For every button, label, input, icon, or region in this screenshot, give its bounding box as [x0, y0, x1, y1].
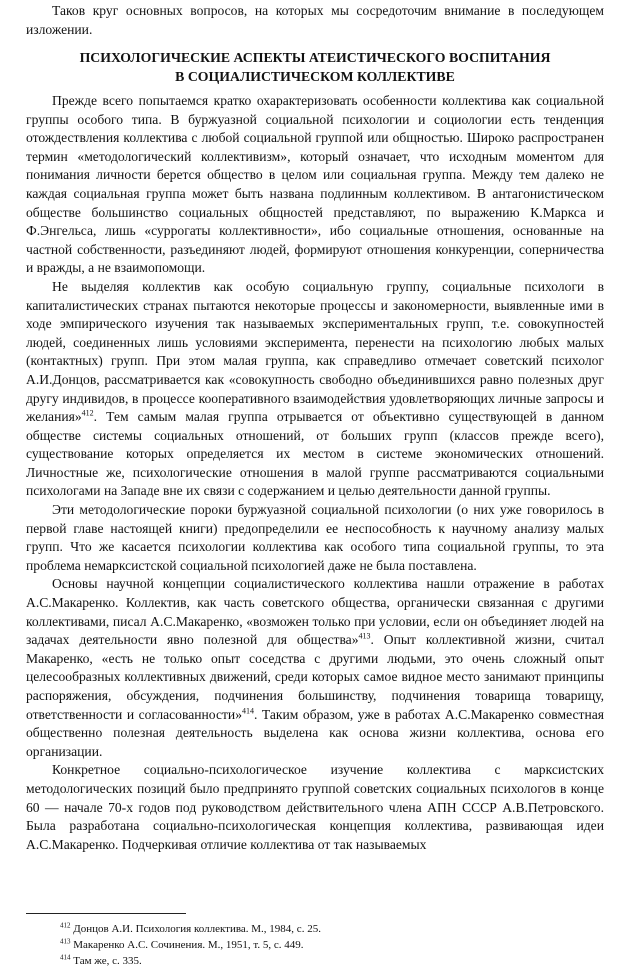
paragraph-4 [26, 575, 604, 761]
footnote-text: Там же, с. 335. [73, 955, 142, 967]
footnote-number: 414 [60, 953, 71, 962]
footnote-text: Донцов А.И. Психология коллектива. М., 1984, с. 25. [73, 923, 321, 935]
paragraph-1: Прежде всего попытаемся кратко охарактеризовать особенности коллектива как социальной группы особого типа. В буржуазной социальной психологии и социологии есть тенденция отождествления коллектива с любой социальной группой или общностью. Широко распространен термин «методологический коллективизм», который означает, что исходным моментом для понимания личности берется общество в целом или социальная группа. Между тем далеко не каждая социальная группа может быть названа подлинным коллективом. В антагонистическом обществе большинство социальных общностей представляют, по выражению К.Маркса и Ф.Энгельса, лишь «суррогаты коллективности», ибо социальные отношения, основанные на частной собственности, разъединяют людей, формируют отношения конкуренции, соперничества и вражды, а не взаимопомощи. [26, 93, 604, 276]
intro-paragraph: Таков круг основных вопросов, на которых мы сосредоточим внимание в последующем изложении. [26, 3, 604, 37]
footnotes [60, 921, 600, 969]
paragraph-2-part-a: Не выделяя коллектив как особую социальную группу, социальные психологи в капиталистических странах пытаются некоторые процессы и закономерности, выявленные ими в ходе эмпирического изучения так называемых экспериментальных групп, т.е. совокупностей людей, соединенных лишь условиями эксперимента, перенести на психологию любых малых (контактных) групп. При этом малая группа, как справедливо отмечает советский психолог А.И.Донцов, рассматривается как «совокупность свободно объединившихся равно полезных друг другу индивидов, в процессе кооперативного взаимодействия удовлетворяющих личные запросы и желания» [26, 278, 604, 425]
paragraph-4-part-c: . Таким образом, уже в работах А.С.Макаренко совместная общественно полезная деятельность выделена как основа жизни коллектива, основа его организации. [26, 706, 605, 759]
paragraph-2-part-b: . Тем самым малая группа отрывается от объективно существующей в данном обществе системы социальных отношений, от больших групп (классов прежде всего), существование которых определяется их местом в системе экономических отношений. Личностные же, психологические отношения в малой группе рассматриваются социальными психологами на Западе вне их связи с содержанием и целью деятельности данной группы. [26, 409, 604, 499]
section-heading [26, 49, 604, 86]
paragraph-5: Конкретное социально-психологическое изучение коллектива с марксистских методологических позиций было предпринято группой советских социальных психологов в конце 60 — начале 70-х годов под руководством действительного члена АПН СССР А.В.Петровского. Была разработана социально-психологическая концепция коллектива, развивающая идеи А.С.Макаренко. Подчеркивая отличие коллектива от так называемых [26, 762, 604, 852]
footnote-ref-414[interactable]: 414 [242, 706, 254, 716]
footnote-divider [26, 913, 186, 914]
page-body [26, 2, 604, 854]
footnote-ref-412[interactable]: 412 [81, 408, 94, 418]
footnote-414 [60, 953, 600, 969]
paragraph-4-part-a: Основы научной концепции социалистического коллектива нашли отражение в работах А.С.Макаренко. Коллектив, как часть советского общества, органически связанная с другими коллективами, писал А.С.Макаренко, «возможен только при условии, если он объединяет людей на задачах деятельности явно полезной для общества» [26, 576, 604, 648]
footnote-412 [60, 921, 600, 937]
footnote-number: 413 [60, 937, 71, 946]
paragraph-3: Эти методологические пороки буржуазной социальной психологии (о них уже говорилось в первой главе настоящей книги) предопределили ее неспособность к научному анализу малых групп. Что же касается психологии коллектива как особого типа социальной группы, то эта проблема немарксистской социальной психологией даже не была поставлена. [26, 502, 604, 573]
heading-line-2: В СОЦИАЛИСТИЧЕСКОМ КОЛЛЕКТИВЕ [175, 68, 455, 84]
footnote-ref-413[interactable]: 413 [358, 631, 371, 641]
footnote-413 [60, 937, 600, 953]
footnote-text: Макаренко А.С. Сочинения. М., 1951, т. 5, с. 449. [73, 939, 304, 951]
footnote-number: 412 [60, 921, 71, 930]
paragraph-4-part-b: . Опыт коллективной жизни, считал Макаренко, «есть не только опыт соседства с другими людьми, это очень сложный опыт целесообразных коллективных движений, среди которых самое видное место занимают принципы распоряжения, обсуждения, подчинения большинству, подчинения товарища товарищу, ответственности и согласованности» [26, 632, 604, 722]
heading-line-1: ПСИХОЛОГИЧЕСКИЕ АСПЕКТЫ АТЕИСТИЧЕСКОГО ВОСПИТАНИЯ [79, 50, 551, 66]
paragraph-2 [26, 278, 604, 501]
